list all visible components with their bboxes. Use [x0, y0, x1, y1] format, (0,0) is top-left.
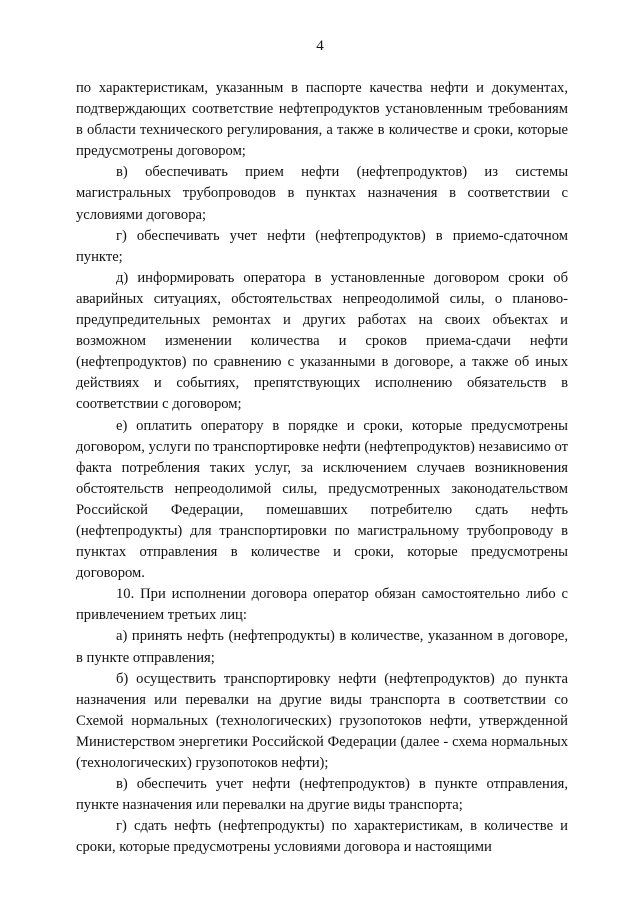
paragraph-continuation: по характеристикам, указанным в паспорте качества нефти и документах, подтверждающих соответствие нефтепродуктов установленным требованиям в области технического регулирования, а также в количестве и сроки, которые предусмотрены договором; — [76, 80, 568, 160]
paragraph-item-e: е) оплатить оператору в порядке и сроки, которые предусмотрены договором, услуги по транспортировке нефти (нефтепродуктов) независимо от факта потребления таких услуг, за исключением случаев возникновения обстоятельств непреодолимой силы, предусмотренных законодательством Российской Федерации, помешавших потребителю сдать нефть (нефтепродукты) для транспортировки по магистральному трубопроводу в пунктах отправления в количестве и сроки, которые предусмотрены договором. — [76, 417, 568, 582]
paragraph-item-a: а) принять нефть (нефтепродукты) в количестве, указанном в договоре, в пункте отправления; — [76, 628, 568, 666]
paragraph-item-d: д) информировать оператора в установленные договором сроки об аварийных ситуациях, обстоятельствах непреодолимой силы, о планово-предупредительных ремонтах и других работах на своих объектах и возможном изменении количества и сроков приема-сдачи нефти (нефтепродуктов) по сравнению с указанными в договоре, а также об иных действиях и событиях, препятствующих исполнению обязательств в соответствии с договором; — [76, 269, 568, 413]
document-body — [76, 78, 568, 858]
page-number: 4 — [316, 38, 324, 54]
paragraph-item-v: в) обеспечивать прием нефти (нефтепродуктов) из системы магистральных трубопроводов в пунктах назначения в соответствии с условиями договора; — [76, 164, 568, 223]
paragraph-item-b: б) осуществить транспортировку нефти (нефтепродуктов) до пункта назначения или перевалки на другие виды транспорта в соответствии со Схемой нормальных (технологических) грузопотоков нефти, утвержденной Министерством энергетики Российской Федерации (далее - схема нормальных (технологических) грузопотоков нефти); — [76, 670, 568, 771]
paragraph-item-g-2: г) сдать нефть (нефтепродукты) по характеристикам, в количестве и сроки, которые предусмотрены условиями договора и настоящими — [76, 818, 568, 856]
paragraph-item-v-2: в) обеспечить учет нефти (нефтепродуктов) в пункте отправления, пункте назначения или перевалки на другие виды транспорта; — [76, 776, 568, 814]
paragraph-item-g: г) обеспечивать учет нефти (нефтепродуктов) в приемо-сдаточном пункте; — [76, 227, 568, 265]
paragraph-clause-10: 10. При исполнении договора оператор обязан самостоятельно либо с привлечением третьих лиц: — [76, 586, 568, 624]
